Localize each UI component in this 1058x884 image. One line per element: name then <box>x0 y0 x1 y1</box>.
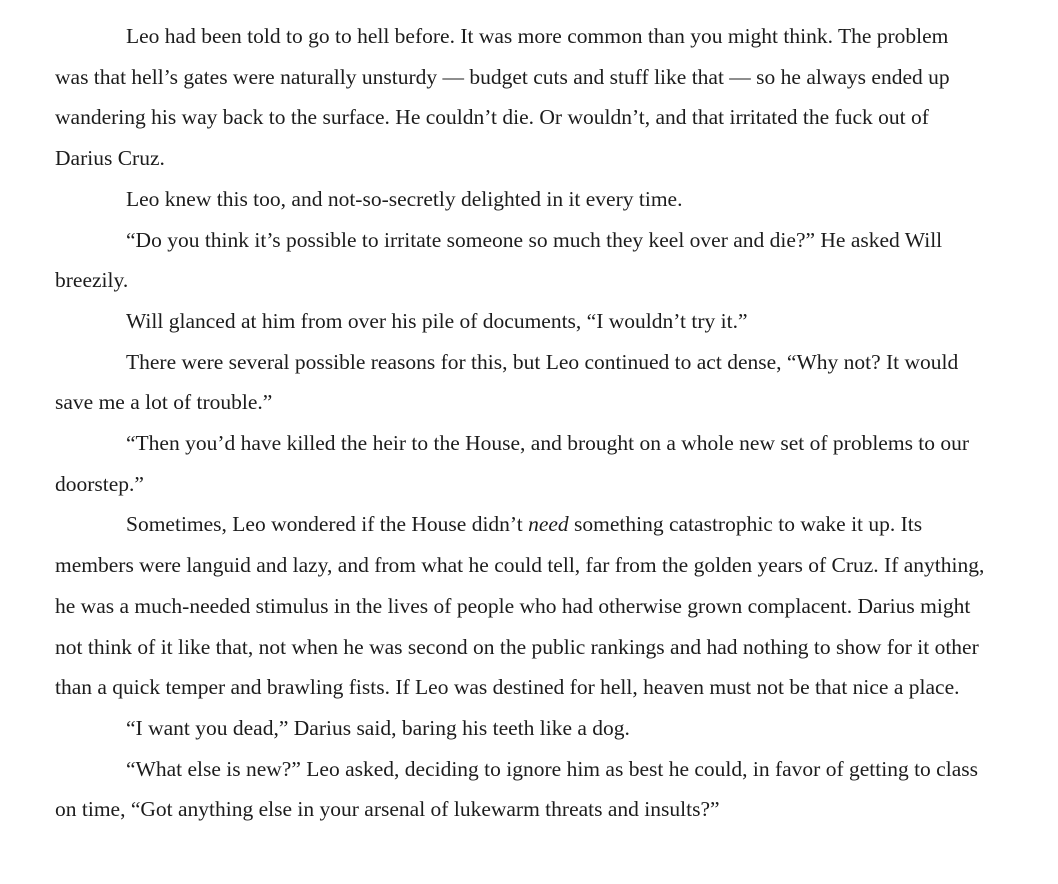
paragraph-4: Will glanced at him from over his pile of documents, “I wouldn’t try it.” <box>126 308 748 333</box>
paragraph-7-before: Sometimes, Leo wondered if the House didn’t <box>126 512 529 537</box>
paragraph-6: “Then you’d have killed the heir to the House, and brought on a whole new set of problems to our doorstep.” <box>55 431 970 496</box>
paragraph-2: Leo knew this too, and not-so-secretly delighted in it every time. <box>126 186 683 211</box>
paragraph-8: “I want you dead,” Darius said, baring his teeth like a dog. <box>126 715 630 740</box>
document-page <box>55 16 985 830</box>
paragraph-9: “What else is new?” Leo asked, deciding to ignore him as best he could, in favor of getting to class on time, “Got anything else in your arsenal of lukewarm threats and insults?” <box>55 756 978 822</box>
paragraph-3: “Do you think it’s possible to irritate someone so much they keel over and die?” He asked Will breezily. <box>55 227 943 293</box>
paragraph-7 <box>55 504 985 708</box>
paragraph-7-after: something catastrophic to wake it up. Its members were languid and lazy, and from what he could tell, far from the golden years of Cruz. If anything, he was a much-needed stimulus in the lives of people who had otherwise grown complacent. Darius might not think of it like that, not when he was second on the public rankings and had nothing to show for it other than a quick temper and brawling fists. If Leo was destined for hell, heaven must not be that nice a place. <box>55 512 985 700</box>
paragraph-7-emphasis: need <box>528 512 569 537</box>
paragraph-5: There were several possible reasons for this, but Leo continued to act dense, “Why not? It would save me a lot of trouble.” <box>55 349 959 415</box>
paragraph-1: Leo had been told to go to hell before. It was more common than you might think. The problem was that hell’s gates were naturally unsturdy — budget cuts and stuff like that — so he always ended up wandering his way back to the surface. He couldn’t die. Or wouldn’t, and that irritated the fuck out of Darius Cruz. <box>55 24 950 171</box>
